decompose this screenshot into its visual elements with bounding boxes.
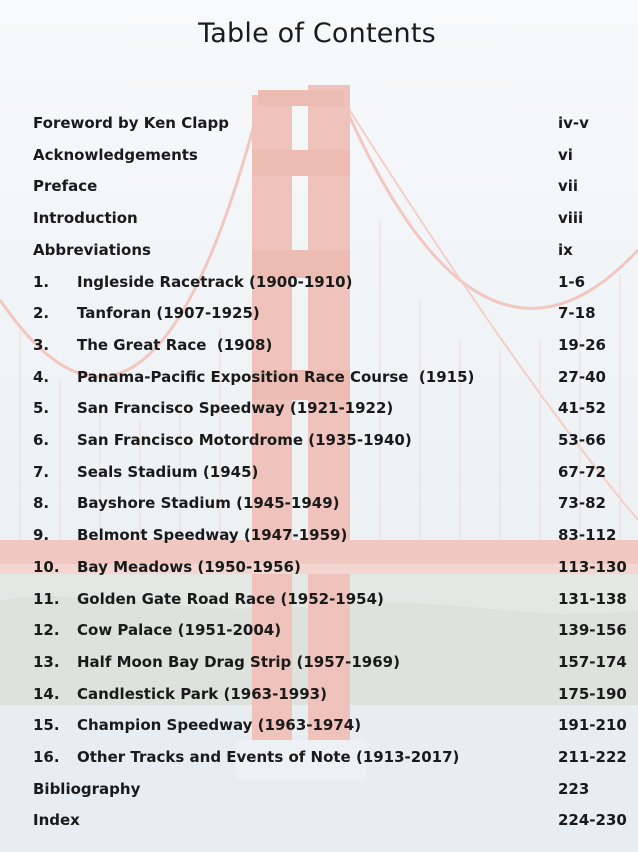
page-range: 224-230	[558, 811, 627, 830]
entry-title: Ingleside Racetrack (1900-1910)	[77, 272, 353, 291]
page-range: 211-222	[558, 748, 627, 766]
chapter-number: 15.	[33, 716, 60, 735]
chapter-number: 9.	[33, 526, 50, 545]
toc-entry	[0, 774, 638, 806]
page-range: 19-26	[558, 335, 606, 354]
toc-entry	[0, 488, 638, 520]
page-range: 139-156	[558, 621, 627, 640]
toc-entry	[0, 362, 638, 394]
chapter-number: 8.	[33, 494, 50, 513]
entry-title: Index	[33, 811, 80, 830]
entry-title: Cow Palace (1951-2004)	[77, 621, 282, 640]
entry-title: Seals Stadium (1945)	[77, 462, 259, 481]
chapter-number: 10.	[33, 557, 60, 576]
entry-title: Panama-Pacific Exposition Race Course (1915)	[77, 367, 475, 386]
page-range: iv-v	[558, 114, 589, 132]
page-range: 191-210	[558, 716, 627, 735]
entry-title: San Francisco Motordrome (1935-1940)	[77, 431, 412, 449]
toc-entry	[0, 520, 638, 552]
entry-title: Tanforan (1907-1925)	[77, 304, 260, 323]
toc-entry	[0, 710, 638, 742]
toc-entry	[0, 584, 638, 616]
toc-entry	[0, 235, 638, 267]
chapter-number: 5.	[33, 399, 50, 418]
entry-title: Acknowledgements	[33, 145, 198, 164]
entry-title: Other Tracks and Events of Note (1913-2017)	[77, 748, 460, 766]
toc-entry	[0, 298, 638, 330]
entry-title: Bayshore Stadium (1945-1949)	[77, 494, 340, 513]
entry-title: Abbreviations	[33, 240, 151, 259]
page-range: 83-112	[558, 526, 617, 545]
entry-title: Introduction	[33, 209, 138, 228]
page-range: 113-130	[558, 557, 627, 576]
entry-title: Bibliography	[33, 779, 141, 798]
page-range: 131-138	[558, 589, 627, 608]
entry-title: San Francisco Speedway (1921-1922)	[77, 399, 394, 418]
toc-entry	[0, 552, 638, 584]
page-range: 53-66	[558, 431, 606, 449]
page-range: 27-40	[558, 367, 606, 386]
chapter-number: 6.	[33, 431, 50, 449]
page-range: ix	[558, 240, 573, 259]
chapter-number: 16.	[33, 748, 60, 766]
chapter-number: 1.	[33, 272, 50, 291]
entry-title: Foreword by Ken Clapp	[33, 114, 229, 132]
page-range: 41-52	[558, 399, 606, 418]
chapter-number: 14.	[33, 684, 60, 703]
toc-entry	[0, 742, 638, 774]
toc-entry	[0, 330, 638, 362]
toc-entry	[0, 679, 638, 711]
entry-title: Belmont Speedway (1947-1959)	[77, 526, 348, 545]
page-range: 175-190	[558, 684, 627, 703]
entry-title: Champion Speedway (1963-1974)	[77, 716, 362, 735]
page-title: Table of Contents	[198, 18, 436, 49]
page-range: 67-72	[558, 462, 606, 481]
toc-entry	[0, 267, 638, 299]
toc-entry	[0, 171, 638, 203]
page-range: viii	[558, 209, 584, 228]
page-range: 7-18	[558, 304, 596, 323]
entry-title: Preface	[33, 177, 98, 196]
chapter-number: 3.	[33, 335, 50, 354]
toc-entry	[0, 805, 638, 837]
toc-entry	[0, 140, 638, 172]
chapter-number: 11.	[33, 589, 60, 608]
chapter-number: 7.	[33, 462, 50, 481]
page-range: 157-174	[558, 652, 627, 671]
toc-entry	[0, 203, 638, 235]
toc-entry	[0, 457, 638, 489]
page-range: 73-82	[558, 494, 606, 513]
page-range: vii	[558, 177, 579, 196]
entry-title: Candlestick Park (1963-1993)	[77, 684, 327, 703]
entry-title: Half Moon Bay Drag Strip (1957-1969)	[77, 652, 400, 671]
toc-entry	[0, 425, 638, 457]
page-range: 1-6	[558, 272, 586, 291]
entry-title: The Great Race (1908)	[77, 335, 273, 354]
chapter-number: 4.	[33, 367, 50, 386]
page-range: vi	[558, 145, 573, 164]
entry-title: Golden Gate Road Race (1952-1954)	[77, 589, 384, 608]
chapter-number: 2.	[33, 304, 50, 323]
toc-entry	[0, 615, 638, 647]
chapter-number: 13.	[33, 652, 60, 671]
toc-entry	[0, 108, 638, 140]
chapter-number: 12.	[33, 621, 60, 640]
page-range: 223	[558, 779, 590, 798]
toc-entry	[0, 393, 638, 425]
entry-title: Bay Meadows (1950-1956)	[77, 557, 301, 576]
toc-entry	[0, 647, 638, 679]
